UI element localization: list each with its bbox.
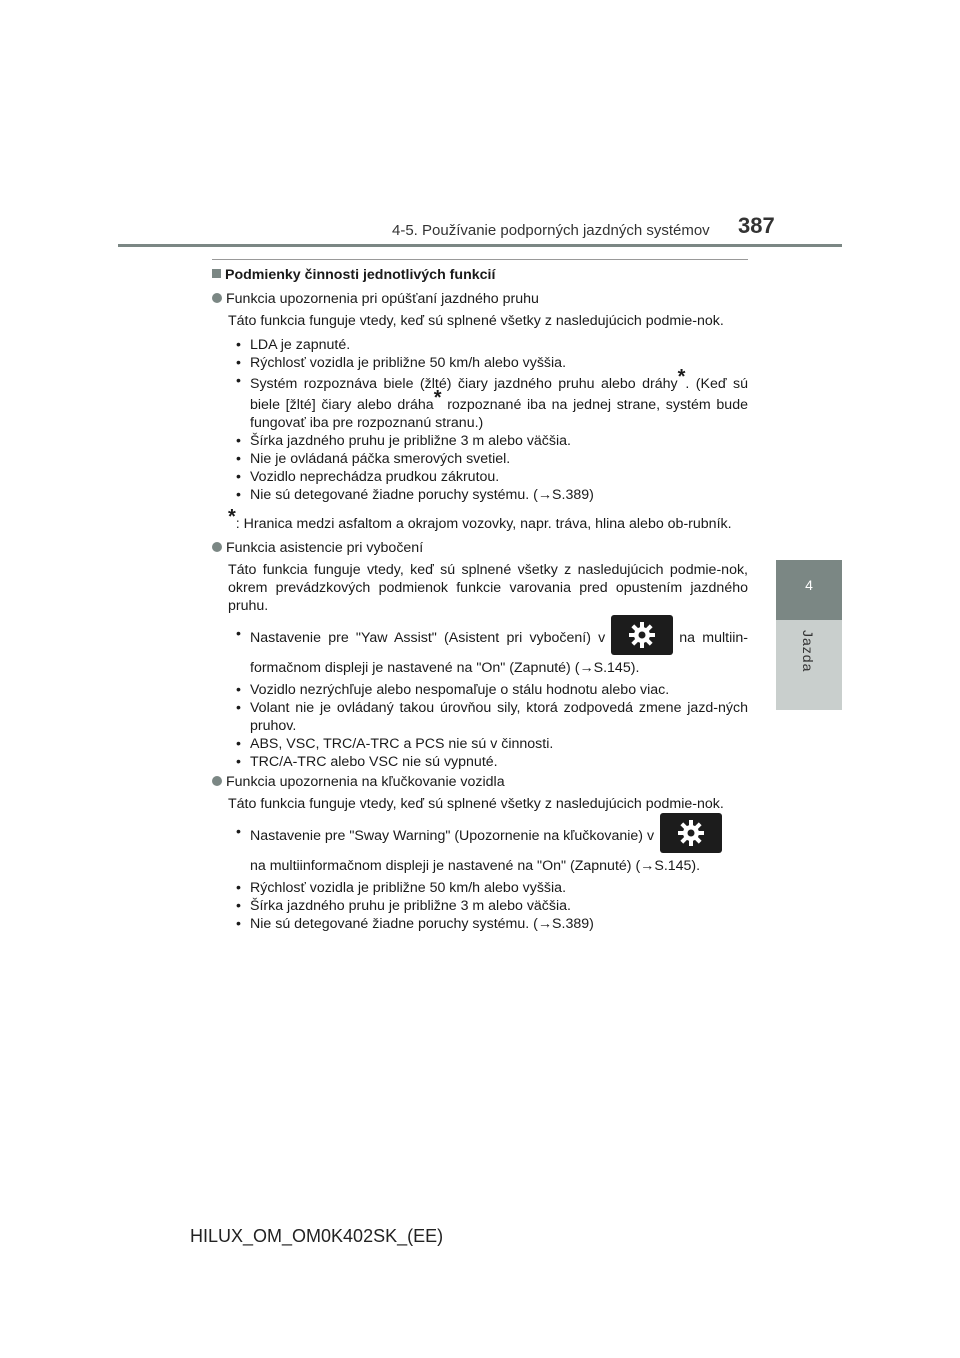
list-item: • Rýchlosť vozidla je približne 50 km/h alebo vyššia. <box>236 879 748 897</box>
list-item: • ABS, VSC, TRC/A-TRC a PCS nie sú v činnosti. <box>236 735 748 753</box>
asterisk-mark: * <box>228 506 236 528</box>
page-number: 387 <box>738 213 775 238</box>
list-item: • Šírka jazdného pruhu je približne 3 m alebo väčšia. <box>236 897 748 915</box>
list-item: • Nie sú detegované žiadne poruchy systému. (→S.389) <box>236 915 748 933</box>
header-rule <box>118 244 842 247</box>
footer-code: HILUX_OM_OM0K402SK_(EE) <box>190 1226 444 1246</box>
list-item: • Nastavenie pre "Yaw Assist" (Asistent pri vybočení) v na multiin-formačnom displeji je nastavené na "On" (Zapnuté) (→S.145). <box>236 621 748 681</box>
list-item: • Rýchlosť vozidla je približne 50 km/h alebo vyššia. <box>236 354 748 372</box>
circle-bullet-icon <box>212 542 222 552</box>
chapter-tab <box>776 560 842 620</box>
function-title: Funkcia asistencie pri vybočení <box>212 539 748 557</box>
function-intro: Táto funkcia funguje vtedy, keď sú splnené všetky z nasledujúcich podmie-nok. <box>228 796 724 812</box>
list-item: • Nie je ovládaná páčka smerových svetiel. <box>236 450 748 468</box>
section-heading: Podmienky činnosti jednotlivých funkcií <box>212 266 748 284</box>
condition-list <box>236 819 748 933</box>
gear-icon <box>660 813 722 853</box>
chapter-number: 4 <box>805 577 813 593</box>
square-bullet-icon <box>212 269 221 278</box>
list-item: • Nastavenie pre "Sway Warning" (Upozornenie na kľučkovanie) v na multiinformačnom displeji je nastavené na "On" (Zapnuté) (→S.145). <box>236 819 748 879</box>
asterisk-mark: * <box>433 387 442 409</box>
list-item: • TRC/A-TRC alebo VSC nie sú vypnuté. <box>236 753 748 771</box>
circle-bullet-icon <box>212 293 222 303</box>
footnote: *: Hranica medzi asfaltom a okrajom vozovky, napr. tráva, hlina alebo ob-rubník. <box>228 506 732 532</box>
content <box>212 259 748 933</box>
function-intro: Táto funkcia funguje vtedy, keď sú splnené všetky z nasledujúcich podmie-nok. <box>228 313 724 329</box>
list-item: • Vozidlo nezrýchľuje alebo nespomaľuje o stálu hodnotu alebo viac. <box>236 681 748 699</box>
function-intro: Táto funkcia funguje vtedy, keď sú splnené všetky z nasledujúcich podmie-nok, okrem prevádzkových podmienok funkcie varovania pred opustením jazdného pruhu. <box>228 562 748 614</box>
list-item: • Vozidlo neprechádza prudkou zákrutou. <box>236 468 748 486</box>
chapter-label-tab <box>776 620 842 710</box>
function-title: Funkcia upozornenia pri opúšťaní jazdného pruhu <box>212 290 748 308</box>
list-item: • Systém rozpoznáva biele (žlté) čiary jazdného pruhu alebo dráhy*. (Keď sú biele [žlté] čiary alebo dráha* rozpoznané iba na jednej strane, systém bude fungovať iba pre rozpoznanú stranu.) <box>236 372 748 432</box>
list-item: • LDA je zapnuté. <box>236 336 748 354</box>
condition-list <box>236 336 748 504</box>
gear-icon <box>611 615 673 655</box>
list-item: • Volant nie je ovládaný takou úrovňou sily, ktorá zodpovedá zmene jazd-ných pruhov. <box>236 699 748 735</box>
list-item: • Šírka jazdného pruhu je približne 3 m alebo väčšia. <box>236 432 748 450</box>
function-title: Funkcia upozornenia na kľučkovanie vozidla <box>212 773 748 791</box>
chapter-label: Jazda <box>800 630 816 673</box>
list-item: • Nie sú detegované žiadne poruchy systému. (→S.389) <box>236 486 748 504</box>
asterisk-mark: * <box>677 366 686 388</box>
condition-list <box>236 621 748 771</box>
header-section-title: 4-5. Používanie podporných jazdných systémov <box>392 222 710 239</box>
circle-bullet-icon <box>212 776 222 786</box>
